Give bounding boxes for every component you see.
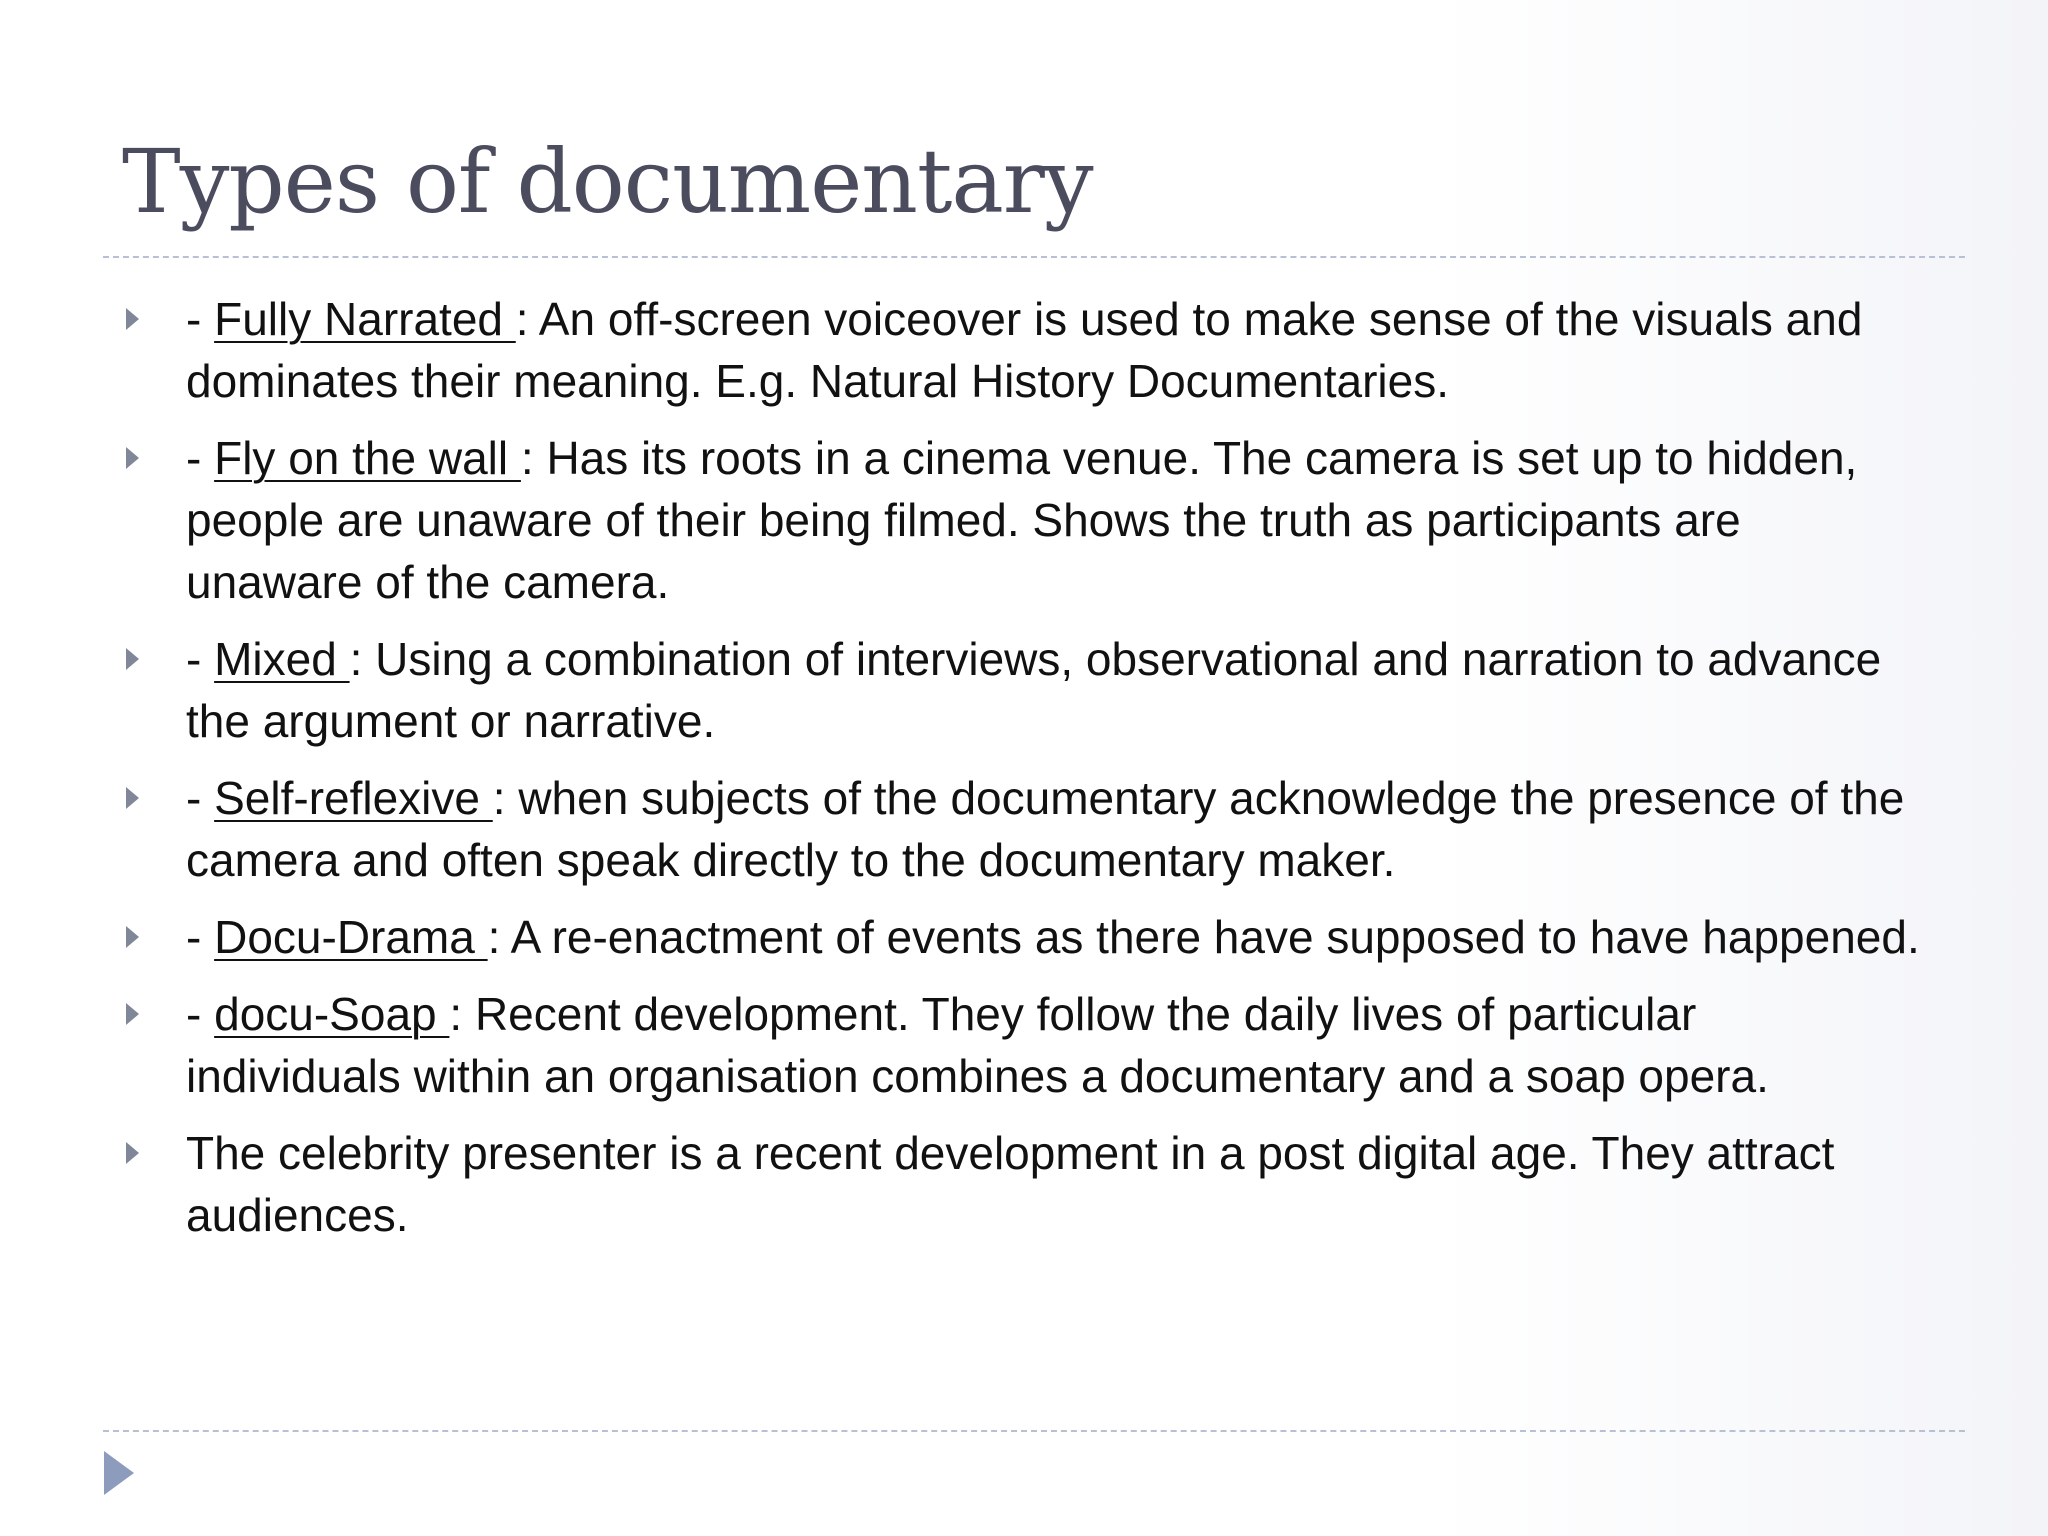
triangle-arrow-icon [104,1451,134,1495]
triangle-bullet-icon [126,308,139,330]
triangle-bullet-icon [126,926,139,948]
bullet-term: Self-reflexive [214,772,493,824]
triangle-bullet-icon [126,1003,139,1025]
bullet-text: : An off-screen voiceover is used to make sense of the visuals and dominates their meaning. E.g. Natural History Documentaries. [186,293,1863,407]
bullet-term: Docu-Drama [214,911,488,963]
bullet-item [122,628,1922,752]
footer-divider [103,1430,1965,1432]
title-divider [103,256,1965,258]
bullet-text: : Recent development. They follow the daily lives of particular individuals within an organisation combines a documentary and a soap opera. [186,988,1769,1102]
bullet-text: The celebrity presenter is a recent development in a post digital age. They attract audiences. [186,1127,1835,1241]
triangle-bullet-icon [126,1142,139,1164]
bullet-prefix: - [186,432,215,484]
bullet-prefix: - [186,911,215,963]
bullet-text: : A re-enactment of events as there have supposed to have happened. [487,911,1920,963]
bullet-prefix: - [186,988,215,1040]
bullet-text: : Using a combination of interviews, observational and narration to advance the argument or narrative. [186,633,1882,747]
triangle-bullet-icon [126,648,139,670]
bullet-item [122,1122,1922,1246]
bullet-item [122,906,1922,968]
bullet-item [122,288,1922,412]
bullet-item [122,427,1922,613]
bullet-term: Fully Narrated [214,293,516,345]
bullet-term: Mixed [214,633,350,685]
bullet-prefix: - [186,293,215,345]
bullet-list [122,288,1922,1261]
bullet-text: : Has its roots in a cinema venue. The camera is set up to hidden, people are unaware of their being filmed. Shows the truth as participants are unaware of the camera. [186,432,1858,608]
slide-title: Types of documentary [122,130,1093,233]
bullet-term: docu-Soap [214,988,450,1040]
bullet-item [122,983,1922,1107]
triangle-bullet-icon [126,787,139,809]
bullet-item [122,767,1922,891]
bullet-prefix: - [186,772,215,824]
bullet-prefix: - [186,633,215,685]
bullet-term: Fly on the wall [214,432,521,484]
bullet-text: : when subjects of the documentary acknowledge the presence of the camera and often speak directly to the documentary maker. [186,772,1905,886]
triangle-bullet-icon [126,447,139,469]
